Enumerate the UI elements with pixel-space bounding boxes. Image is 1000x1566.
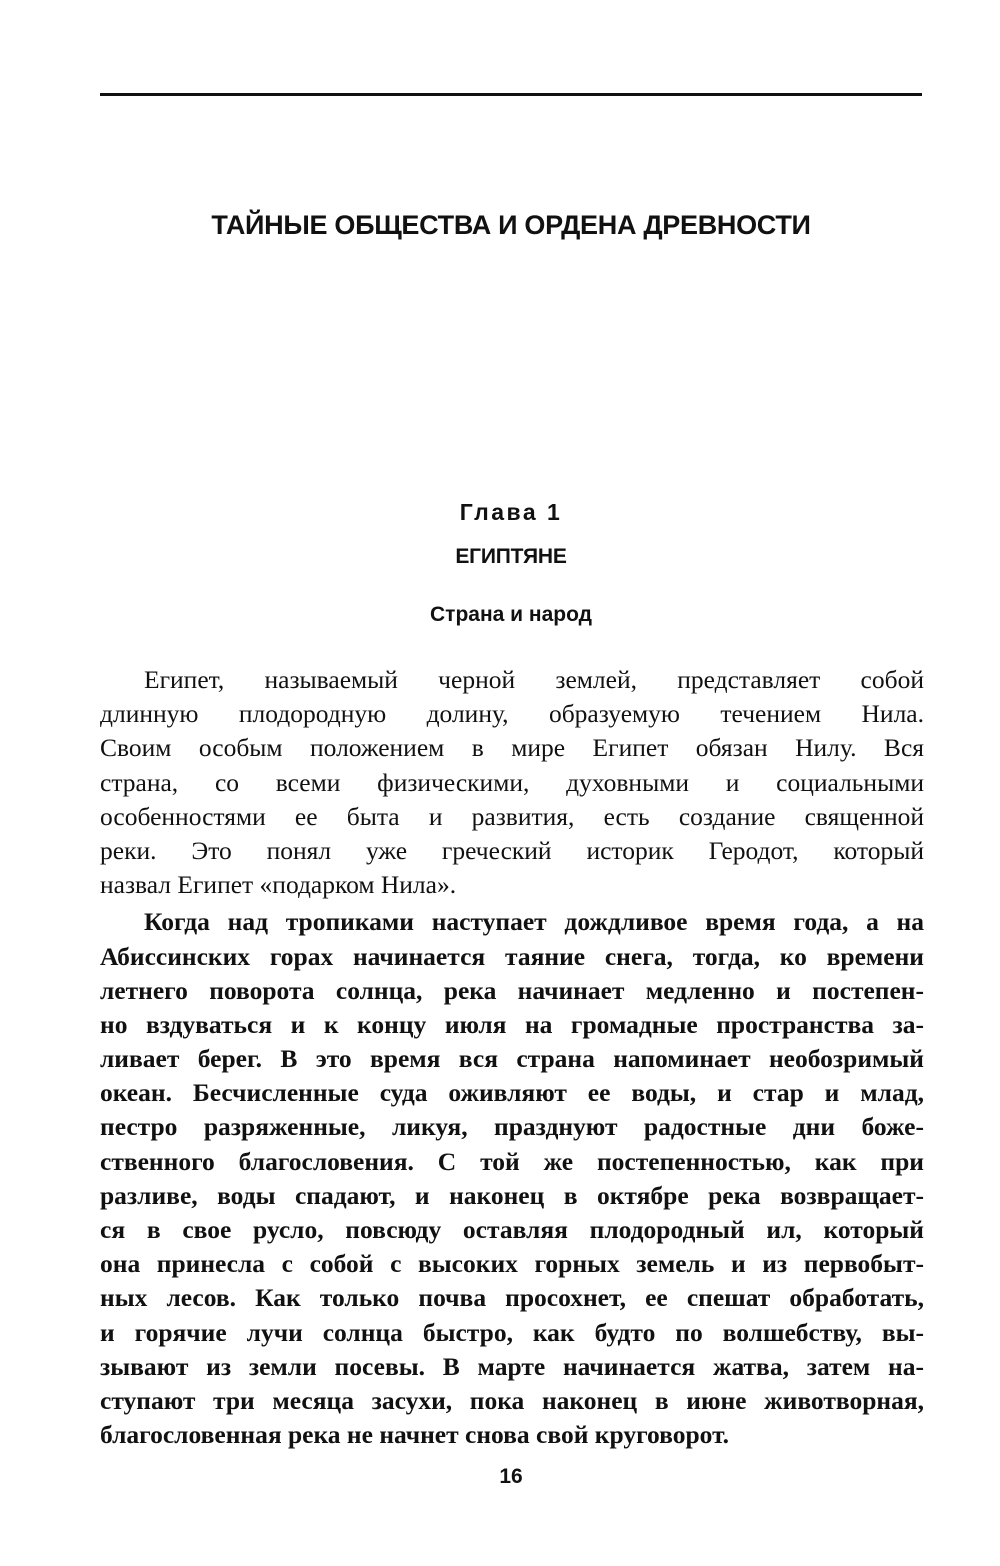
- book-title: ТАЙНЫЕ ОБЩЕСТВА И ОРДЕНА ДРЕВНОСТИ: [211, 210, 811, 240]
- text-line: Когда над тропиками наступает дождливое время года, а на: [144, 907, 924, 937]
- chapter-number: Глава 1: [459, 499, 563, 525]
- text-line: ственного благословения. С той же постепенностью, как при: [100, 1146, 924, 1176]
- page-number: 16: [499, 1465, 523, 1488]
- text-line: разливе, воды спадают, и наконец в октябре река возвращает-: [100, 1180, 924, 1210]
- text-line: Своим особым положением в мире Египет обязан Нилу. Вся: [100, 733, 924, 763]
- text-line: страна, со всеми физическими, духовными и социальными: [100, 767, 924, 797]
- paragraph-2: [100, 905, 924, 1452]
- text-line: океан. Бесчисленные суда оживляют ее воды, и стар и млад,: [100, 1078, 924, 1108]
- text-line: благословенная река не начнет снова свой круговорот.: [100, 1420, 730, 1450]
- text-line: назвал Египет «подарком Нила».: [100, 870, 457, 900]
- paragraph-1: [100, 663, 924, 902]
- body-text: [100, 663, 924, 1452]
- text-line: реки. Это понял уже греческий историк Геродот, который: [100, 835, 924, 865]
- text-line: ливает берег. В это время вся страна напоминает необозримый: [100, 1044, 924, 1074]
- text-line: пестро разряженные, ликуя, празднуют радостные дни боже-: [100, 1112, 924, 1142]
- text-line: летнего поворота солнца, река начинает медленно и постепен-: [100, 975, 924, 1005]
- text-line: зывают из земли посевы. В марте начинается жатва, затем на-: [100, 1351, 924, 1381]
- text-line: она принесла с собой с высоких горных земель и из первобыт-: [100, 1249, 924, 1279]
- section-title: Страна и народ: [430, 603, 592, 626]
- text-line: Египет, называемый черной землей, представляет собой: [144, 665, 924, 694]
- text-line: Абиссинских горах начинается таяние снега, тогда, ко времени: [100, 941, 924, 971]
- text-line: но вздуваться и к концу июля на громадные пространства за-: [100, 1009, 924, 1039]
- top-rule: [100, 93, 922, 96]
- text-line: ся в свое русло, повсюду оставляя плодородный ил, который: [100, 1215, 924, 1244]
- text-line: особенностями ее быта и развития, есть создание священной: [100, 801, 924, 831]
- chapter-title: ЕГИПТЯНЕ: [455, 545, 567, 568]
- text-line: и горячие лучи солнца быстро, как будто по волшебству, вы-: [100, 1317, 924, 1347]
- text-line: ступают три месяца засухи, пока наконец в июне животворная,: [100, 1385, 924, 1415]
- text-line: ных лесов. Как только почва просохнет, ее спешат обработать,: [100, 1283, 924, 1313]
- text-line: длинную плодородную долину, образуемую течением Нила.: [100, 699, 924, 729]
